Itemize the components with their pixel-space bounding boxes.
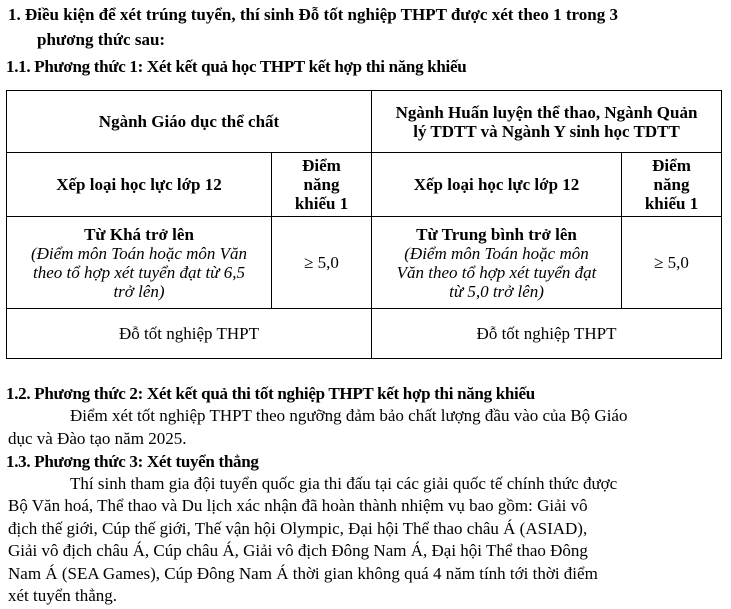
method-2-title: 1.2. Phương thức 2: Xét kết quả thi tốt nghiệp THPT kết hợp thi năng khiếu bbox=[6, 384, 535, 403]
score-column-header-right bbox=[622, 153, 722, 217]
sports-training-requirement-note-line-1: (Điểm môn Toán hoặc môn bbox=[404, 243, 589, 263]
physical-education-footer-cell bbox=[7, 309, 372, 359]
method-3-body-line-5: Nam Á (SEA Games), Cúp Đông Nam Á thời gian không quá 4 năm tính tới thời điểm bbox=[8, 564, 598, 583]
table-footer-row bbox=[7, 309, 722, 359]
table-requirement-row bbox=[7, 217, 722, 309]
sports-training-footer-cell bbox=[372, 309, 722, 359]
table-column-header-row bbox=[7, 153, 722, 217]
grade-column-header-right bbox=[372, 153, 622, 217]
physical-education-footer-label: Đỗ tốt nghiệp THPT bbox=[119, 324, 259, 343]
sports-training-score-value: ≥ 5,0 bbox=[654, 253, 689, 272]
method-3-body-line-2: Bộ Văn hoá, Thể thao và Du lịch xác nhận đã hoàn thành nhiệm vụ bao gồm: Giải vô bbox=[8, 496, 588, 515]
physical-education-score-cell bbox=[272, 217, 372, 309]
physical-education-group-header bbox=[7, 91, 372, 153]
physical-education-group-label: Ngành Giáo dục thể chất bbox=[98, 112, 280, 131]
sports-training-score-cell bbox=[622, 217, 722, 309]
score-column-label-left-line-2: năng bbox=[303, 175, 340, 194]
table-group-header-row bbox=[7, 91, 722, 153]
heading-1-line-1: 1. Điều kiện để xét trúng tuyển, thí sinh Đỗ tốt nghiệp THPT được xét theo 1 trong 3 bbox=[8, 5, 618, 24]
physical-education-requirement-note-line-3: trở lên) bbox=[113, 281, 165, 301]
score-column-label-right-line-2: năng bbox=[653, 175, 690, 194]
requirements-table bbox=[6, 90, 722, 359]
physical-education-requirement-note-line-2: theo tổ hợp xét tuyển đạt từ 6,5 bbox=[33, 262, 245, 282]
method-3-body-line-6: xét tuyển thẳng. bbox=[8, 586, 118, 605]
sports-training-requirement-title: Từ Trung bình trở lên bbox=[416, 224, 577, 244]
sports-training-group-label-line-2: lý TDTT và Ngành Y sinh học TDTT bbox=[413, 121, 680, 141]
method-1-title: 1.1. Phương thức 1: Xét kết quả học THPT kết hợp thi năng khiếu bbox=[6, 57, 467, 76]
score-column-label-left-line-3: khiếu 1 bbox=[294, 194, 349, 213]
grade-column-label-left: Xếp loại học lực lớp 12 bbox=[56, 175, 222, 194]
sports-training-requirement-cell bbox=[372, 217, 622, 309]
grade-column-header-left bbox=[7, 153, 272, 217]
physical-education-requirement-cell bbox=[7, 217, 272, 309]
method-3-body-line-1: Thí sinh tham gia đội tuyển quốc gia thi đấu tại các giải quốc tế chính thức được bbox=[70, 474, 618, 493]
physical-education-requirement-title: Từ Khá trở lên bbox=[84, 224, 194, 244]
score-column-header-left bbox=[272, 153, 372, 217]
heading-1-line-2: phương thức sau: bbox=[37, 30, 166, 49]
method-2-body-line-2: dục và Đào tạo năm 2025. bbox=[8, 429, 187, 448]
sports-training-footer-label: Đỗ tốt nghiệp THPT bbox=[476, 324, 617, 343]
method-3-body-line-3: địch thế giới, Cúp thế giới, Thế vận hội Olympic, Đại hội Thể thao châu Á (ASIAD), bbox=[8, 519, 588, 538]
sports-training-group-label-line-1: Ngành Huấn luyện thể thao, Ngành Quản bbox=[395, 102, 698, 122]
score-column-label-right-line-3: khiếu 1 bbox=[644, 194, 699, 213]
method-2-body-line-1: Điểm xét tốt nghiệp THPT theo ngưỡng đảm bảo chất lượng đầu vào của Bộ Giáo bbox=[70, 406, 628, 425]
score-column-label-left-line-1: Điểm bbox=[302, 156, 341, 175]
sports-training-group-header bbox=[372, 91, 722, 153]
method-3-body-line-4: Giải vô địch châu Á, Cúp châu Á, Giải vô địch Đông Nam Á, Đại hội Thể thao Đông bbox=[8, 541, 588, 560]
sports-training-requirement-note-line-3: từ 5,0 trở lên) bbox=[449, 281, 544, 301]
score-column-label-right-line-1: Điểm bbox=[652, 156, 691, 175]
physical-education-requirement-note-line-1: (Điểm môn Toán hoặc môn Văn bbox=[30, 243, 248, 263]
physical-education-score-value: ≥ 5,0 bbox=[304, 253, 339, 272]
method-3-title: 1.3. Phương thức 3: Xét tuyển thẳng bbox=[6, 452, 259, 471]
grade-column-label-right: Xếp loại học lực lớp 12 bbox=[413, 175, 580, 194]
sports-training-requirement-note-line-2: Văn theo tổ hợp xét tuyển đạt bbox=[396, 262, 597, 282]
